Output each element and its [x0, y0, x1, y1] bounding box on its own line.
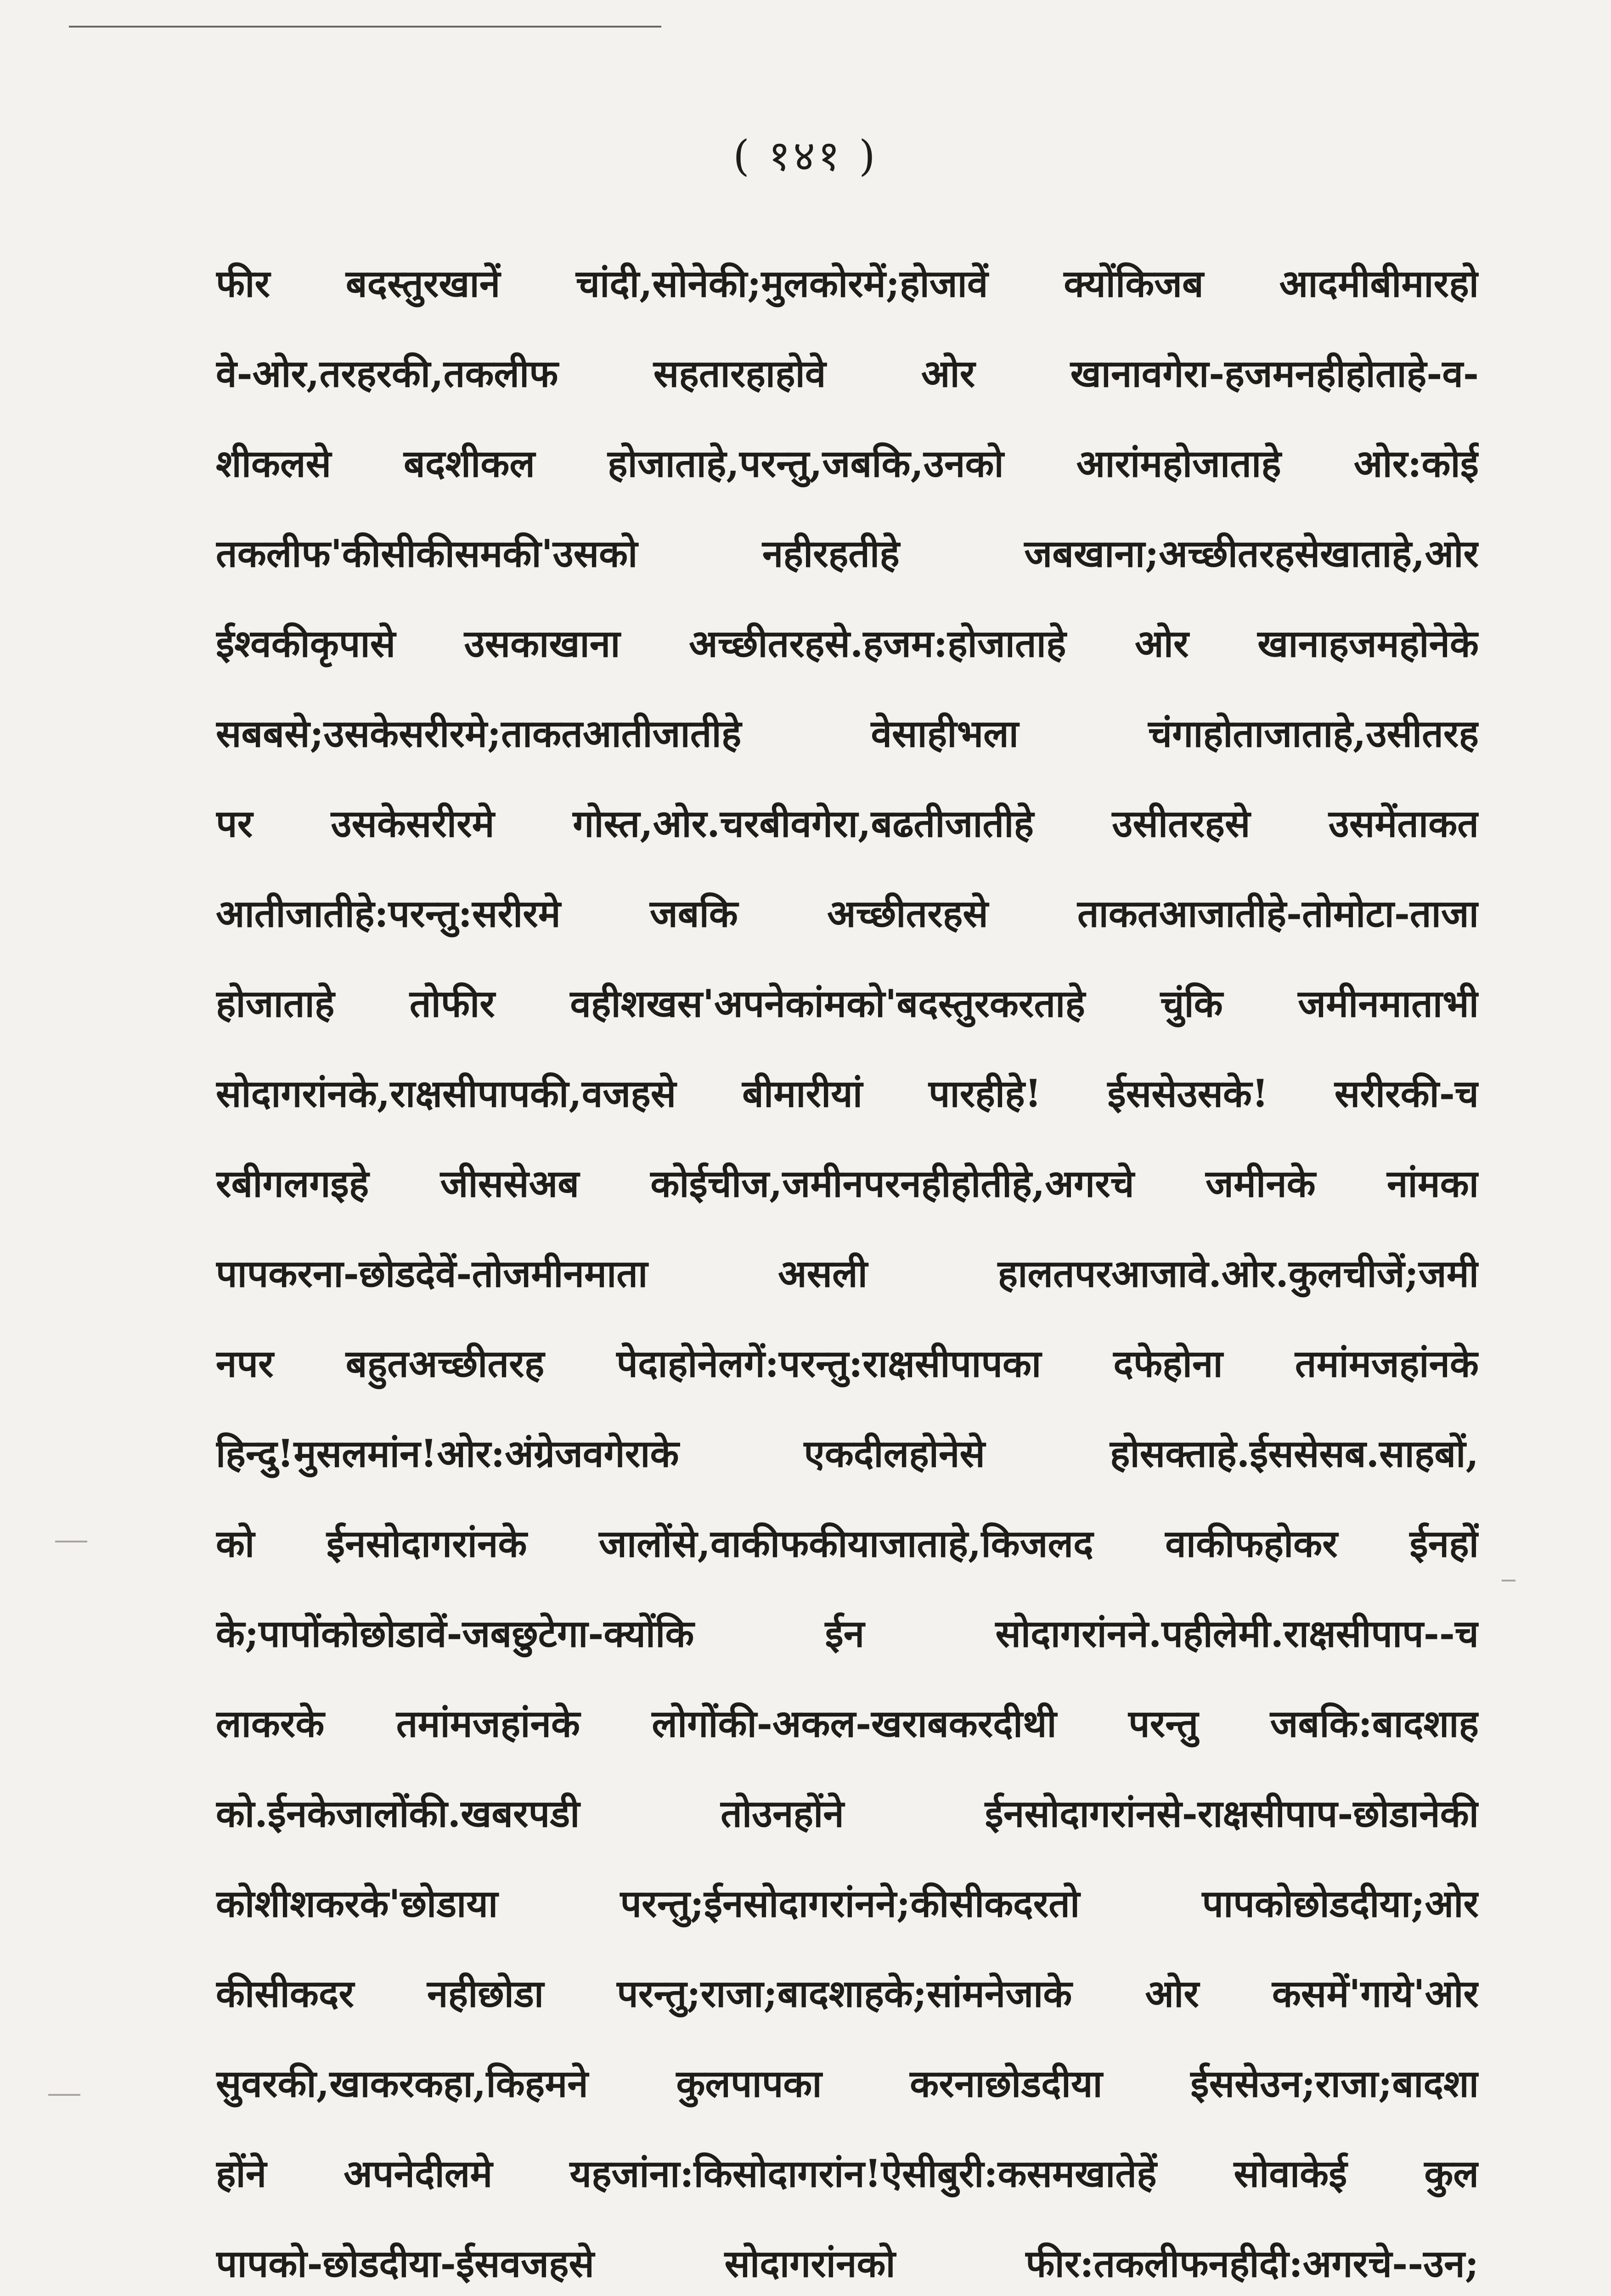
text-line: सुवरकी,खाकरकहा,किहमने कुलपापका करनाछोडदीया ईससेउन;राजा;बादशा: [216, 2062, 1479, 2106]
text-line: कोशीशकरके'छोडाया परन्तु;ईनसोदागरांनने;कीसीकदरतो पापकोछोडदीया;ओर: [216, 1882, 1479, 1926]
text-line: ईश्वकीकृपासे उसकाखाना अच्छीतरहसे.हजम:होजाताहे ओर खानाहजमहोनेके: [216, 622, 1479, 666]
text-line: शीकलसे बदशीकल होजाताहे,परन्तु,जबकि,उनको आरांमहोजाताहे ओर:कोई: [216, 442, 1479, 486]
text-line: होंने अपनेदीलमे यहजांना:किसोदागरांन!ऐसीबुरी:कसमखातेहें सोवाकेई कुल: [216, 2152, 1479, 2196]
top-edge-rule: [69, 26, 661, 28]
text-line: कीसीकदर नहीछोडा परन्तु;राजा;बादशाहके;सांमनेजाके ओर कसमें'गाये'ओर: [216, 1972, 1479, 2016]
body-text: [216, 239, 1479, 2296]
text-line: वे-ओर,तरहरकी,तकलीफ सहतारहाहोवे ओर खानावगेरा-हजमनहीहोताहे-व-: [216, 352, 1479, 396]
page-number: ( १४१ ): [733, 131, 878, 180]
text-line: लाकरके तमांमजहांनके लोगोंकी-अकल-खराबकरदीथी परन्तु जबकि:बादशाह: [216, 1702, 1479, 1746]
text-line: फीर बदस्तुरखानें चांदी,सोनेकी;मुलकोरमें;होजावें क्योंकिजब आदमीबीमारहो: [216, 262, 1479, 306]
text-line: पापकरना-छोडदेवें-तोजमीनमाता असली हालतपरआजावे.ओर.कुलचीजें;जमी: [216, 1252, 1479, 1296]
text-line: होजाताहे तोफीर वहीशखस'अपनेकांमको'बदस्तुरकरताहे चुंकि जमीनमाताभी: [216, 982, 1479, 1026]
text-line: रबीगलगइहे जीससेअब कोईचीज,जमीनपरनहीहोतीहे,अगरचे जमीनके नांमका: [216, 1162, 1479, 1206]
margin-mark-right: [1502, 1580, 1515, 1581]
text-line: को.ईनकेजालोंकी.खबरपडी तोउनहोंने ईनसोदागरांनसे-राक्षसीपाप-छोडानेकी: [216, 1792, 1479, 1836]
text-line: नपर बहुतअच्छीतरह पेदाहोनेलगें:परन्तु:राक्षसीपापका दफेहोना तमांमजहांनके: [216, 1342, 1479, 1386]
margin-mark-left-upper: [55, 1541, 87, 1542]
margin-mark-left-lower: [48, 2094, 80, 2096]
text-line: हिन्दु!मुसलमांन!ओर:अंग्रेजवगेराके एकदीलहोनेसे होसक्ताहे.ईससेसब.साहबों,: [216, 1432, 1479, 1476]
text-line: सोदागरांनके,राक्षसीपापकी,वजहसे बीमारीयां पारहीहे! ईससेउसके! सरीरकी-च: [216, 1072, 1479, 1116]
text-line: सबबसे;उसकेसरीरमे;ताकतआतीजातीहे वेसाहीभला चंगाहोताजाताहे,उसीतरह: [216, 712, 1479, 756]
text-line: पापको-छोडदीया-ईसवजहसे सोदागरांनको फीर:तकलीफनहीदी:अगरचे--उन;: [216, 2242, 1479, 2286]
text-line: के;पापोंकोछोडावें-जबछुटेगा-क्योंकि ईन सोदागरांनने.पहीलेमी.राक्षसीपाप--च: [216, 1612, 1479, 1656]
text-line: पर उसकेसरीरमे गोस्त,ओर.चरबीवगेरा,बढतीजातीहे उसीतरहसे उसमेंताकत: [216, 802, 1479, 846]
text-line: आतीजातीहे:परन्तु:सरीरमे जबकि अच्छीतरहसे ताकतआजातीहे-तोमोटा-ताजा: [216, 892, 1479, 936]
text-line: तकलीफ'कीसीकीसमकी'उसको नहीरहतीहे जबखाना;अच्छीतरहसेखाताहे,ओर: [216, 532, 1479, 576]
text-line: को ईनसोदागरांनके जालोंसे,वाकीफकीयाजाताहे,किजलद वाकीफहोकर ईनहों: [216, 1522, 1479, 1566]
